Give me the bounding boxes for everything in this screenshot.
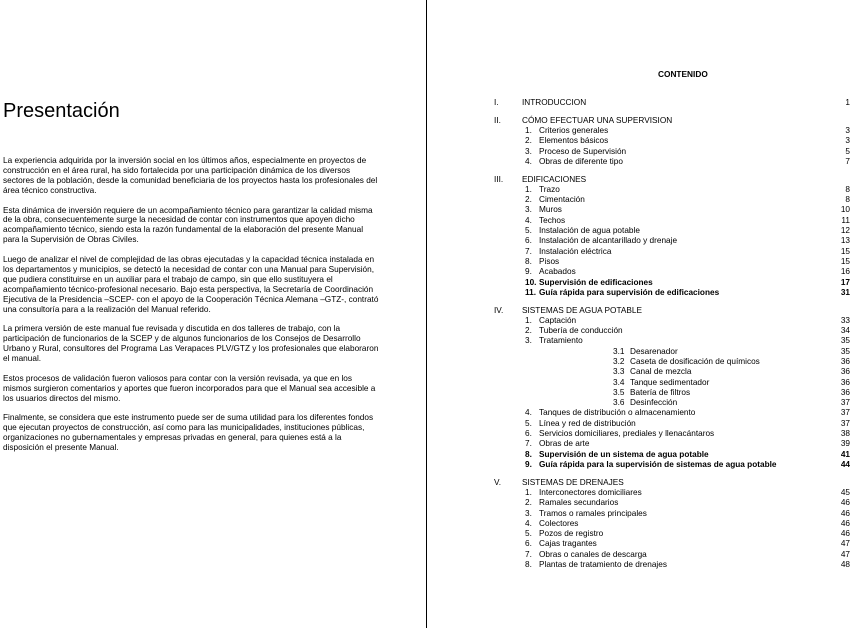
item-title: Colectores [539, 518, 579, 528]
item-number: 3. [525, 205, 532, 215]
toc-item [494, 488, 850, 498]
item-title: Proceso de Supervisión [539, 146, 627, 156]
item-number: 3. [525, 336, 532, 346]
page-number: 45 [840, 487, 850, 497]
section-number: I. [494, 98, 499, 107]
toc-item [494, 236, 850, 246]
toc-item [494, 550, 850, 560]
toc-item [494, 195, 850, 205]
toc-section-heading [494, 306, 850, 316]
item-number: 2. [525, 498, 532, 508]
item-number: 5. [525, 226, 532, 236]
page-number: 16 [840, 267, 850, 277]
toc-item [494, 560, 850, 570]
item-title: Techos [539, 215, 566, 225]
toc-item [494, 147, 850, 157]
item-title: Supervisión de un sistema de agua potable [539, 449, 709, 459]
toc-item [494, 408, 850, 418]
item-title: Instalación de alcantarillado y drenaje [539, 236, 678, 246]
paragraph: Estos procesos de validación fueron valiosos para contar con la versión revisada, ya que en los mismos surgieron comentarios y aportes que fueron incorporados para que el Manual sea accesible a los usuarios directos del mismo. [3, 373, 376, 403]
page-title: Presentación [3, 100, 120, 122]
item-title: Desarenador [630, 346, 678, 356]
item-title: Captación [539, 315, 577, 325]
item-number: 7. [525, 439, 532, 449]
page-number: 39 [840, 439, 850, 449]
item-title: Guía rápida para supervisión de edificaciones [539, 287, 720, 297]
item-title: Pozos de registro [539, 529, 604, 539]
toc-item [494, 316, 850, 326]
toc-subitem [494, 378, 850, 388]
toc-item [494, 519, 850, 529]
item-number: 4. [525, 156, 532, 166]
item-title: Supervisión de edificaciones [539, 277, 653, 287]
item-title: Muros [539, 205, 562, 215]
toc-section [494, 478, 850, 571]
item-number: 7. [525, 549, 532, 559]
page-number: 31 [840, 287, 850, 297]
item-number: 2. [525, 136, 532, 146]
page-number: 8 [845, 184, 850, 194]
section-number: III. [494, 174, 504, 184]
item-number: 5. [525, 529, 532, 539]
page-number: 5 [845, 146, 850, 156]
page-divider [426, 0, 427, 628]
item-number: 4. [525, 518, 532, 528]
item-title: Tratamiento [539, 336, 583, 346]
table-of-contents [494, 98, 850, 578]
item-number: 7. [525, 246, 532, 256]
section-title: CÓMO EFECTUAR UNA SUPERVISION [522, 115, 673, 125]
toc-subitem [494, 398, 850, 408]
item-title: Obras de diferente tipo [539, 156, 623, 166]
page-number: 41 [840, 449, 850, 459]
item-title: Caseta de dosificación de químicos [630, 357, 760, 366]
toc-item [494, 267, 850, 277]
item-number: 8. [525, 560, 532, 570]
toc-item [494, 257, 850, 267]
item-title: Pisos [539, 256, 560, 266]
section-title: SISTEMAS DE AGUA POTABLE [522, 305, 642, 315]
page-number: 36 [840, 357, 850, 366]
toc-section [494, 98, 850, 108]
toc-section [494, 175, 850, 299]
item-number: 4. [525, 215, 532, 225]
page-number: 35 [840, 346, 850, 356]
toc-section-heading [494, 175, 850, 185]
page-number: 3 [845, 125, 850, 135]
item-number: 3.2 [613, 357, 625, 366]
item-number: 1. [525, 315, 532, 325]
toc-section-heading [494, 98, 850, 108]
toc-item [494, 185, 850, 195]
toc-item [494, 205, 850, 215]
item-number: 3.3 [613, 367, 625, 377]
toc-item [494, 136, 850, 146]
item-title: Obras de arte [539, 439, 590, 449]
toc-section [494, 116, 850, 167]
item-number: 6. [525, 429, 532, 439]
item-title: Elementos básicos [539, 136, 609, 146]
item-title: Servicios domiciliares, prediales y llenacántaros [539, 429, 715, 439]
page-number: 10 [840, 205, 850, 215]
toc-item [494, 157, 850, 167]
page-number: 17 [840, 277, 850, 287]
toc-item [494, 288, 850, 298]
section-number: IV. [494, 305, 504, 315]
paragraph: La primera versión de este manual fue revisada y discutida en dos talleres de trabajo, con la participación de funcionarios de la SCEP y de algunos funcionarios de los Consejos de Desarrollo Urbano y Rural, consultores del Programa Las Verapaces PLV/GTZ y los profesionales que elaboraron el manual. [3, 324, 379, 364]
page-number: 12 [840, 226, 850, 236]
toc-item [494, 439, 850, 449]
item-title: Trazo [539, 184, 560, 194]
item-title: Tramos o ramales principales [539, 508, 647, 518]
item-number: 1. [525, 487, 532, 497]
toc-item [494, 278, 850, 288]
item-number: 9. [525, 459, 532, 469]
toc-item [494, 509, 850, 519]
item-number: 5. [525, 418, 532, 428]
item-number: 8. [525, 256, 532, 266]
toc-item [494, 429, 850, 439]
item-title: Línea y red de distribución [539, 418, 636, 428]
page-number: 36 [840, 377, 850, 387]
item-title: Tubería de conducción [539, 326, 623, 336]
item-title: Tanques de distribución o almacenamiento [539, 408, 696, 418]
page-number: 13 [840, 236, 850, 246]
toc-subitem [494, 357, 850, 367]
item-title: Desinfección [630, 398, 678, 408]
page-number: 46 [840, 498, 850, 508]
item-title: Ramales secundarios [539, 498, 619, 508]
page-number: 37 [840, 418, 850, 428]
section-number: II. [494, 115, 501, 125]
presentation-body [3, 156, 381, 463]
page-number: 15 [840, 246, 850, 256]
item-number: 1. [525, 125, 532, 135]
page-number: 46 [840, 529, 850, 539]
item-title: Cimentación [539, 195, 585, 205]
page-number: 8 [845, 195, 850, 205]
item-title: Canal de mezcla [630, 367, 692, 377]
page-number: 44 [840, 459, 850, 469]
toc-subitem [494, 388, 850, 398]
toc-item [494, 498, 850, 508]
page-number: 47 [840, 549, 850, 559]
toc-item [494, 326, 850, 336]
item-number: 10. [525, 277, 537, 287]
toc-item [494, 226, 850, 236]
page-number: 38 [840, 429, 850, 439]
toc-item [494, 419, 850, 429]
item-number: 3.5 [613, 387, 625, 397]
item-number: 11. [525, 287, 537, 297]
page-number: 46 [840, 518, 850, 528]
page-number: 3 [845, 136, 850, 146]
page-number: 48 [840, 560, 850, 570]
item-number: 9. [525, 267, 532, 277]
item-number: 3. [525, 508, 532, 518]
toc-section-heading [494, 478, 850, 488]
item-title: Instalación de agua potable [539, 226, 640, 236]
item-number: 6. [525, 539, 532, 549]
page-number: 37 [840, 408, 850, 418]
item-title: Interconectores domiciliares [539, 487, 642, 497]
item-number: 4. [525, 408, 532, 418]
item-number: 3.6 [613, 398, 625, 408]
item-title: Obras o canales de descarga [539, 549, 647, 559]
toc-item [494, 450, 850, 460]
page-number: 46 [840, 508, 850, 518]
item-number: 3.1 [613, 346, 625, 356]
item-title: Batería de filtros [630, 387, 691, 397]
section-title: EDIFICACIONES [522, 174, 587, 184]
page-number: 33 [840, 315, 850, 325]
item-number: 2. [525, 326, 532, 336]
item-number: 3.4 [613, 377, 625, 387]
item-title: Plantas de tratamiento de drenajes [539, 560, 667, 570]
item-number: 2. [525, 195, 532, 205]
paragraph: Finalmente, se considera que este instrumento puede ser de suma utilidad para los diferentes fondos que ejecutan proyectos de construcción, así como para las municipalidades, instituciones públicas, organizaciones no gubernamentales y empresas privadas en general, para quienes está a la disposición el presente Manual. [3, 413, 374, 453]
item-number: 3. [525, 146, 532, 156]
paragraph: La experiencia adquirida por la inversión social en los últimos años, especialmente en proyectos de construcción en el área rural, ha sido fortalecida por una participación dinámica de los diversos sectores de la población, desde la comunidad beneficiaria de los proyectos hasta los profesionales del área técnico constructiva. [3, 156, 378, 195]
item-title: Acabados [539, 267, 576, 277]
toc-item [494, 336, 850, 346]
toc-item [494, 216, 850, 226]
toc-item [494, 126, 850, 136]
toc-item [494, 529, 850, 539]
toc-section-heading [494, 116, 850, 126]
toc-subitem [494, 347, 850, 357]
page-number: 11 [841, 215, 850, 225]
page-number: 15 [840, 256, 850, 266]
page-number: 1 [845, 98, 850, 107]
paragraph: Luego de analizar el nivel de complejidad de las obras ejecutadas y la capacidad técnica instalada en los departamentos y municipios, se detectó la necesidad de contar con una Manual para Supervisión, que pudiera constituirse en un auxiliar para el trabajo de campo, sin que ello sustituyera el acompañamiento técnico-profesional necesario. Bajo esta perspectiva, la Secretaría de Coordinación Ejecutiva de la Presidencia –SCEP- con el apoyo de la Cooperación Técnica Alemana –GTZ-, contrató una consultoría para a la realización del Manual referido. [3, 255, 379, 314]
toc-item [494, 460, 850, 470]
page-number: 47 [840, 539, 850, 549]
item-number: 6. [525, 236, 532, 246]
item-title: Instalación eléctrica [539, 246, 612, 256]
section-title: INTRODUCCION [522, 98, 587, 107]
item-title: Criterios generales [539, 125, 609, 135]
item-title: Guía rápida para la supervisión de sistemas de agua potable [539, 459, 777, 469]
toc-item [494, 539, 850, 549]
section-number: V. [494, 477, 502, 487]
page-number: 7 [845, 156, 850, 166]
page-number: 37 [840, 398, 850, 408]
item-title: Tanque sedimentador [630, 377, 710, 387]
toc-item [494, 247, 850, 257]
item-number: 1. [525, 184, 532, 194]
toc-section [494, 306, 850, 471]
page-number: 36 [840, 367, 850, 377]
contents-title: CONTENIDO [658, 69, 708, 79]
section-title: SISTEMAS DE DRENAJES [522, 477, 624, 487]
paragraph: Esta dinámica de inversión requiere de un acompañamiento técnico para garantizar la calidad misma de la obra, consecuentemente surge la necesidad de contar con instrumentos que apoyen dicho acompañamiento técnico, siendo esta la razón fundamental de la elaboración del presente Manual para la Supervisión de Obras Civiles. [3, 205, 373, 245]
page-number: 34 [840, 326, 850, 336]
item-number: 8. [525, 449, 532, 459]
page-number: 36 [840, 387, 850, 397]
item-title: Cajas tragantes [539, 539, 597, 549]
page-number: 35 [840, 336, 850, 346]
toc-subitem [494, 367, 850, 377]
